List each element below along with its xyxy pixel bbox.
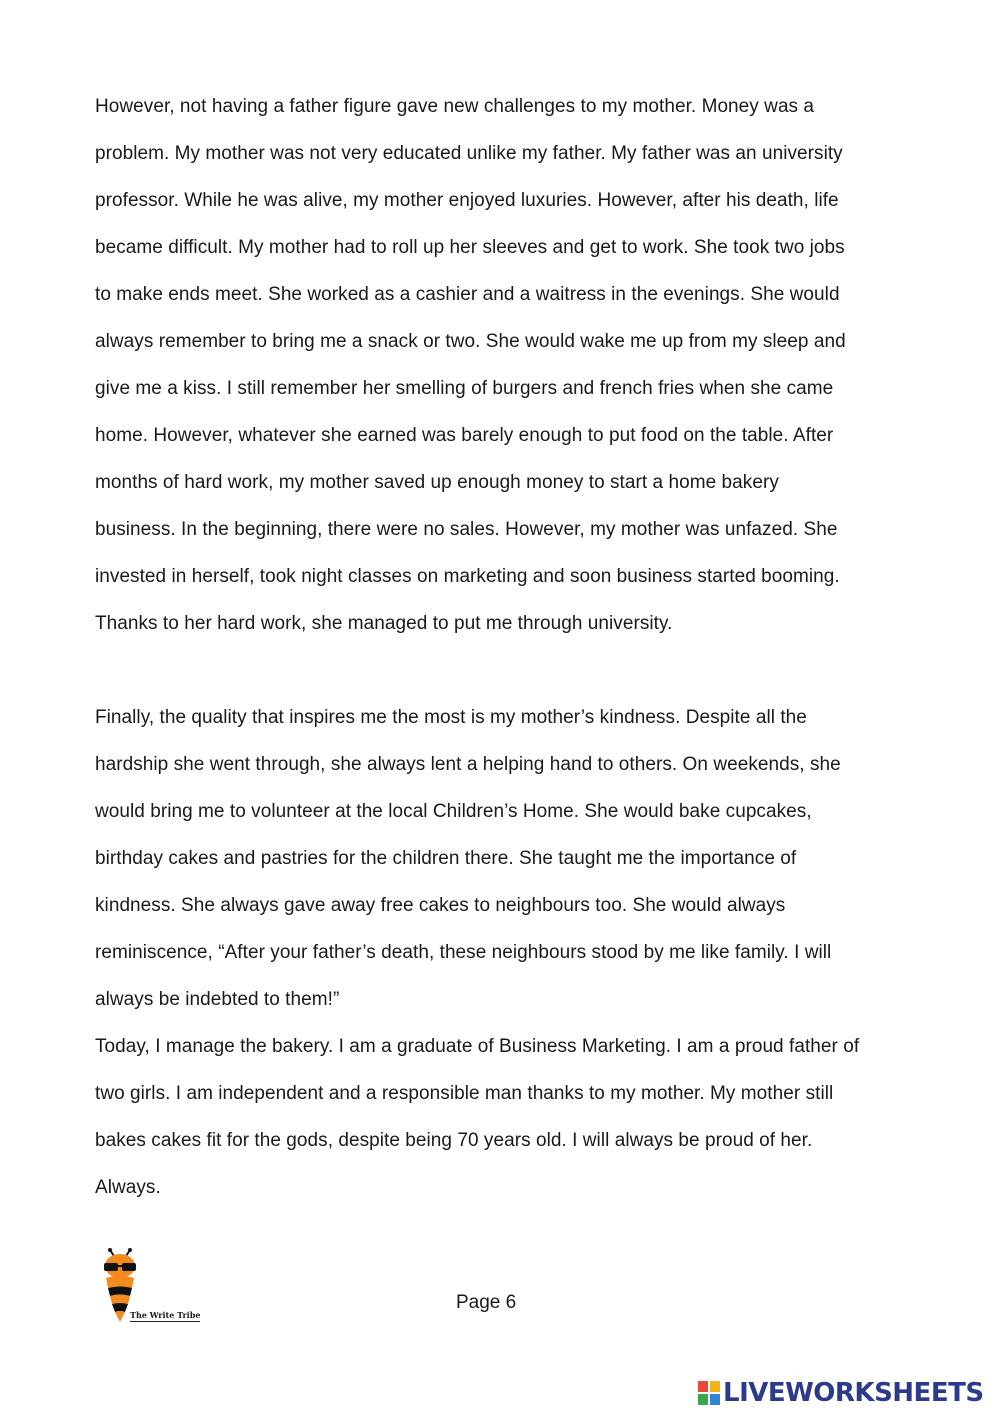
text-line: to make ends meet. She worked as a cashier and a waitress in the evenings. She would — [95, 284, 840, 305]
text-line: would bring me to volunteer at the local Children’s Home. She would bake cupcakes, — [95, 801, 812, 822]
text-line: birthday cakes and pastries for the children there. She taught me the importance of — [95, 848, 797, 869]
text-line: hardship she went through, she always lent a helping hand to others. On weekends, she — [95, 754, 841, 775]
text-line: two girls. I am independent and a responsible man thanks to my mother. My mother still — [95, 1083, 834, 1104]
text-line: Always. — [95, 1177, 161, 1198]
text-line: professor. While he was alive, my mother enjoyed luxuries. However, after his death, life — [95, 190, 839, 211]
liveworksheets-logo-icon — [698, 1381, 720, 1405]
text-line: always remember to bring me a snack or two. She would wake me up from my sleep and — [95, 331, 846, 352]
text-line: Finally, the quality that inspires me the most is my mother’s kindness. Despite all the — [95, 707, 807, 728]
text-line: invested in herself, took night classes on marketing and soon business started booming. — [95, 566, 840, 587]
text-line: home. However, whatever she earned was barely enough to put food on the table. After — [95, 425, 834, 446]
text-line: Thanks to her hard work, she managed to put me through university. — [95, 613, 673, 634]
text-line: kindness. She always gave away free cakes to neighbours too. She would always — [95, 895, 786, 916]
text-line: always be indebted to them!” — [95, 989, 340, 1010]
text-line: However, not having a father figure gave new challenges to my mother. Money was a — [95, 96, 815, 117]
page-number: Page 6 — [456, 1292, 517, 1313]
liveworksheets-wordmark: LIVEWORKSHEETS — [723, 1378, 984, 1408]
text-line: problem. My mother was not very educated unlike my father. My father was an university — [95, 143, 843, 164]
text-line: bakes cakes fit for the gods, despite being 70 years old. I will always be proud of her. — [95, 1130, 813, 1151]
text-line: business. In the beginning, there were no sales. However, my mother was unfazed. She — [95, 519, 838, 540]
text-line: give me a kiss. I still remember her smelling of burgers and french fries when she came — [95, 378, 834, 399]
logo-caption: The Write Tribe — [130, 1310, 201, 1320]
text-line: became difficult. My mother had to roll up her sleeves and get to work. She took two jobs — [95, 237, 845, 258]
text-line: reminiscence, “After your father’s death, these neighbours stood by me like family. I will — [95, 942, 832, 963]
text-line: months of hard work, my mother saved up enough money to start a home bakery — [95, 472, 779, 493]
text-line: Today, I manage the bakery. I am a graduate of Business Marketing. I am a proud father of — [95, 1036, 860, 1057]
liveworksheets-watermark — [698, 1377, 984, 1409]
